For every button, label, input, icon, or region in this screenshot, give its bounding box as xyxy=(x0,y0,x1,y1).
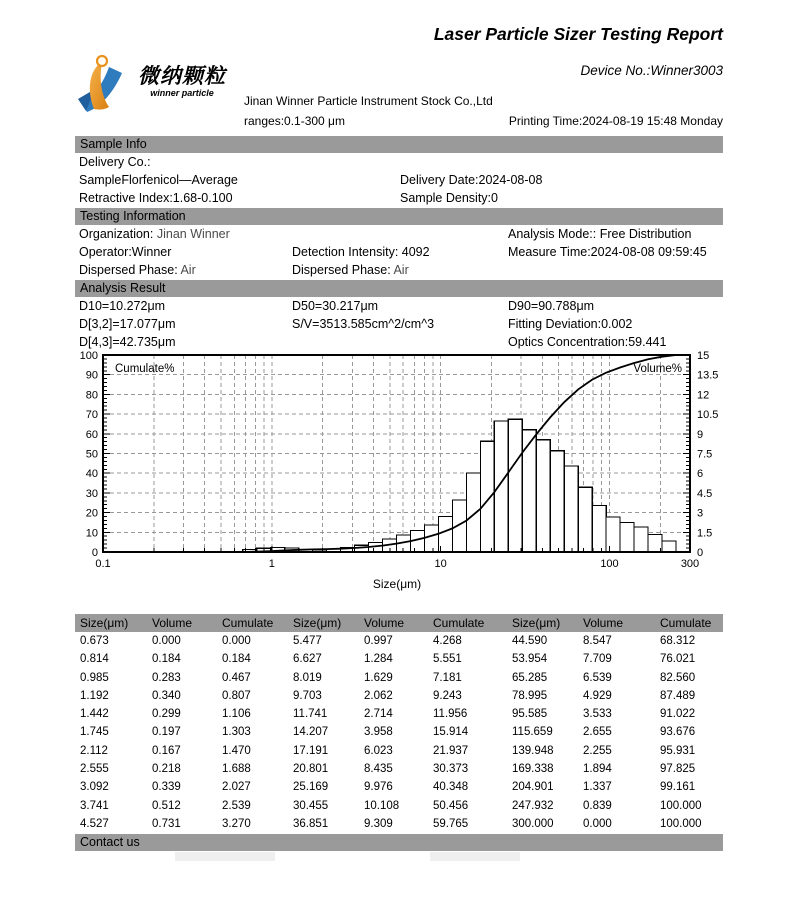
table-cell: 8.435 xyxy=(364,763,393,776)
table-cell: 1.688 xyxy=(222,763,251,776)
table-cell: 95.931 xyxy=(660,744,696,757)
table-cell: 1.284 xyxy=(364,653,393,666)
distribution-chart-svg xyxy=(75,346,723,604)
svg-text:12: 12 xyxy=(697,389,710,402)
company-name: Jinan Winner Particle Instrument Stock Co.,Ltd xyxy=(244,94,493,108)
sample-name: SampleFlorfenicol—Average xyxy=(79,173,238,187)
svg-text:4.5: 4.5 xyxy=(697,487,713,500)
table-cell: 99.161 xyxy=(660,781,696,794)
table-cell: 1.470 xyxy=(222,744,251,757)
organization-value: Jinan Winner xyxy=(156,227,230,241)
table-header-cell: Size(μm) xyxy=(80,616,129,630)
company-logo xyxy=(74,52,226,121)
retractive-index: Retractive Index:1.68-0.100 xyxy=(79,191,233,205)
table-cell: 1.106 xyxy=(222,708,251,721)
table-cell: 30.373 xyxy=(433,763,469,776)
faint-redaction xyxy=(175,852,275,861)
svg-text:15: 15 xyxy=(697,350,710,362)
table-cell: 20.801 xyxy=(293,763,329,776)
table-cell: 25.169 xyxy=(293,781,329,794)
optics-concentration: Optics Concentration:59.441 xyxy=(508,335,667,349)
svg-text:10: 10 xyxy=(85,527,98,540)
table-header-cell: Size(μm) xyxy=(293,616,342,630)
table-cell: 4.268 xyxy=(433,635,462,647)
svg-text:Cumulate%: Cumulate% xyxy=(115,363,175,375)
table-cell: 4.929 xyxy=(583,689,612,702)
table-cell: 0.000 xyxy=(583,817,612,830)
table-cell: 1.337 xyxy=(583,781,612,794)
table-cell: 9.976 xyxy=(364,781,393,794)
svg-text:80: 80 xyxy=(85,389,98,402)
table-header-cell: Size(μm) xyxy=(512,616,561,630)
table-cell: 8.019 xyxy=(293,671,322,684)
table-cell: 30.455 xyxy=(293,799,329,812)
svg-text:20: 20 xyxy=(85,507,98,520)
table-cell: 0.167 xyxy=(152,744,181,757)
table-cell: 139.948 xyxy=(512,744,554,757)
table-cell: 2.112 xyxy=(80,744,108,757)
table-cell: 17.191 xyxy=(293,744,329,757)
table-cell: 65.285 xyxy=(512,671,548,684)
svg-text:90: 90 xyxy=(85,369,98,382)
table-cell: 3.092 xyxy=(80,781,109,794)
section-contact-us: Contact us xyxy=(75,834,723,851)
table-cell: 2.027 xyxy=(222,781,251,794)
table-cell: 3.741 xyxy=(80,799,109,812)
svg-text:Size(μm): Size(μm) xyxy=(372,577,422,591)
table-cell: 11.956 xyxy=(433,708,468,721)
svg-text:0.1: 0.1 xyxy=(95,558,111,570)
table-row xyxy=(75,760,723,778)
svg-text:0: 0 xyxy=(91,547,98,559)
table-cell: 0.197 xyxy=(152,726,181,739)
sv-value: S/V=3513.585cm^2/cm^3 xyxy=(292,317,435,331)
dispersed-phase-2 xyxy=(292,263,409,277)
d10-value: D10=10.272μm xyxy=(79,299,166,313)
measure-range: ranges:0.1-300 μm xyxy=(244,114,345,128)
table-cell: 169.338 xyxy=(512,763,554,776)
svg-text:3: 3 xyxy=(697,507,704,520)
table-cell: 9.703 xyxy=(293,689,322,702)
table-cell: 11.741 xyxy=(293,708,328,721)
table-cell: 59.765 xyxy=(433,817,469,830)
table-cell: 2.555 xyxy=(80,763,109,776)
device-number: Device No.:Winner3003 xyxy=(580,63,723,78)
svg-text:100: 100 xyxy=(600,558,619,570)
table-cell: 6.539 xyxy=(583,671,612,684)
table-row xyxy=(75,723,723,741)
table-cell: 82.560 xyxy=(660,671,696,684)
d50-value: D50=30.217μm xyxy=(292,299,379,313)
table-cell: 21.937 xyxy=(433,744,469,757)
d32-value: D[3,2]=17.077μm xyxy=(79,317,176,331)
table-cell: 1.442 xyxy=(80,708,109,721)
table-cell: 4.527 xyxy=(80,817,109,830)
d90-value: D90=90.788μm xyxy=(508,299,595,313)
svg-text:50: 50 xyxy=(85,448,98,461)
section-analysis-result: Analysis Result xyxy=(75,280,723,297)
svg-text:100: 100 xyxy=(79,350,98,362)
delivery-date: Delivery Date:2024-08-08 xyxy=(400,173,543,187)
table-cell: 100.000 xyxy=(660,799,702,812)
svg-text:10.5: 10.5 xyxy=(697,409,719,422)
table-row xyxy=(75,632,723,650)
printing-time: Printing Time:2024-08-19 15:48 Monday xyxy=(508,114,723,128)
svg-text:60: 60 xyxy=(85,428,98,441)
table-cell: 2.539 xyxy=(222,799,251,812)
table-header-cell: Volume xyxy=(364,616,405,630)
table-cell: 68.312 xyxy=(660,635,696,647)
delivery-co: Delivery Co.: xyxy=(79,155,151,169)
organization-label: Organization: xyxy=(79,227,154,241)
section-sample-info: Sample Info xyxy=(75,136,723,153)
svg-text:9: 9 xyxy=(697,428,704,441)
table-cell: 0.673 xyxy=(80,635,109,647)
distribution-table xyxy=(75,632,723,833)
table-row xyxy=(75,669,723,687)
table-cell: 2.255 xyxy=(583,744,612,757)
table-header xyxy=(75,614,723,632)
table-cell: 40.348 xyxy=(433,781,469,794)
logo-text xyxy=(138,66,226,98)
table-cell: 3.958 xyxy=(364,726,393,739)
table-header-cell: Volume xyxy=(583,616,624,630)
svg-text:7.5: 7.5 xyxy=(697,448,713,461)
svg-text:Volume%: Volume% xyxy=(633,363,682,375)
table-cell: 0.839 xyxy=(583,799,612,812)
table-cell: 14.207 xyxy=(293,726,329,739)
table-cell: 9.309 xyxy=(364,817,393,830)
table-cell: 53.954 xyxy=(512,653,548,666)
table-cell: 9.243 xyxy=(433,689,462,702)
table-cell: 5.477 xyxy=(293,635,322,647)
table-cell: 50.456 xyxy=(433,799,469,812)
table-row xyxy=(75,815,723,833)
table-cell: 0.814 xyxy=(80,653,109,666)
table-cell: 5.551 xyxy=(433,653,462,666)
table-cell: 91.022 xyxy=(660,708,696,721)
svg-text:0: 0 xyxy=(697,547,704,559)
table-cell: 2.714 xyxy=(364,708,393,721)
table-cell: 0.339 xyxy=(152,781,181,794)
table-cell: 76.021 xyxy=(660,653,696,666)
table-cell: 0.512 xyxy=(152,799,181,812)
table-cell: 1.745 xyxy=(80,726,109,739)
table-cell: 0.340 xyxy=(152,689,181,702)
svg-text:300: 300 xyxy=(680,558,700,570)
logo-chinese-name: 微纳颗粒 xyxy=(138,65,226,88)
table-cell: 0.997 xyxy=(364,635,393,647)
organization xyxy=(79,227,230,241)
svg-text:10: 10 xyxy=(434,558,447,570)
table-cell: 0.807 xyxy=(222,689,251,702)
table-cell: 204.901 xyxy=(512,781,554,794)
table-cell: 93.676 xyxy=(660,726,696,739)
table-cell: 3.533 xyxy=(583,708,612,721)
distribution-chart xyxy=(75,346,723,606)
table-cell: 95.585 xyxy=(512,708,548,721)
table-row xyxy=(75,778,723,796)
svg-text:13.5: 13.5 xyxy=(697,369,719,382)
table-cell: 2.655 xyxy=(583,726,612,739)
table-cell: 8.547 xyxy=(583,635,612,647)
fitting-deviation: Fitting Deviation:0.002 xyxy=(508,317,633,331)
table-cell: 7.181 xyxy=(433,671,462,684)
table-row xyxy=(75,797,723,815)
table-row xyxy=(75,742,723,760)
table-header-cell: Volume xyxy=(152,616,193,630)
table-cell: 0.283 xyxy=(152,671,181,684)
table-cell: 0.467 xyxy=(222,671,251,684)
detection-intensity: Detection Intensity: 4092 xyxy=(292,245,430,259)
table-cell: 44.590 xyxy=(512,635,548,647)
table-cell: 87.489 xyxy=(660,689,696,702)
table-cell: 0.299 xyxy=(152,708,181,721)
table-cell: 0.000 xyxy=(152,635,181,647)
analysis-mode: Analysis Mode:: Free Distribution xyxy=(508,227,692,241)
table-cell: 0.731 xyxy=(152,817,181,830)
measure-time: Measure Time:2024-08-08 09:59:45 xyxy=(508,245,707,259)
dispersed-phase-1-label: Dispersed Phase: xyxy=(79,263,178,277)
table-cell: 1.303 xyxy=(222,726,251,739)
table-cell: 115.659 xyxy=(512,726,553,739)
table-cell: 0.000 xyxy=(222,635,251,647)
table-row xyxy=(75,705,723,723)
table-cell: 1.629 xyxy=(364,671,393,684)
table-cell: 0.218 xyxy=(152,763,181,776)
table-cell: 15.914 xyxy=(433,726,469,739)
dispersed-phase-2-label: Dispersed Phase: xyxy=(292,263,391,277)
table-cell: 2.062 xyxy=(364,689,393,702)
d43-value: D[4,3]=42.735μm xyxy=(79,335,176,349)
table-row xyxy=(75,650,723,668)
table-cell: 0.184 xyxy=(152,653,181,666)
operator: Operator:Winner xyxy=(79,245,172,259)
svg-text:6: 6 xyxy=(697,468,704,481)
table-cell: 6.023 xyxy=(364,744,393,757)
logo-english-name: winner particle xyxy=(150,88,214,98)
faint-redaction xyxy=(430,852,520,861)
table-header-cell: Cumulate xyxy=(660,616,712,630)
table-row xyxy=(75,687,723,705)
table-cell: 1.192 xyxy=(80,689,109,702)
table-cell: 0.184 xyxy=(222,653,251,666)
section-testing-information: Testing Information xyxy=(75,208,723,225)
svg-text:30: 30 xyxy=(85,487,98,500)
winner-logo-icon xyxy=(74,52,134,121)
table-header-cell: Cumulate xyxy=(433,616,485,630)
table-header-cell: Cumulate xyxy=(222,616,274,630)
table-cell: 0.985 xyxy=(80,671,109,684)
svg-text:1: 1 xyxy=(268,558,275,570)
table-cell: 300.000 xyxy=(512,817,554,830)
table-cell: 36.851 xyxy=(293,817,329,830)
svg-text:70: 70 xyxy=(85,409,98,422)
svg-text:1.5: 1.5 xyxy=(697,527,713,540)
table-cell: 100.000 xyxy=(660,817,702,830)
dispersed-phase-1 xyxy=(79,263,196,277)
table-cell: 6.627 xyxy=(293,653,322,666)
table-cell: 247.932 xyxy=(512,799,554,812)
table-cell: 7.709 xyxy=(583,653,612,666)
sample-density: Sample Density:0 xyxy=(400,191,498,205)
report-title: Laser Particle Sizer Testing Report xyxy=(433,24,723,44)
table-cell: 1.894 xyxy=(583,763,612,776)
dispersed-phase-1-value: Air xyxy=(180,263,196,277)
table-cell: 3.270 xyxy=(222,817,251,830)
svg-text:40: 40 xyxy=(85,468,98,481)
table-cell: 10.108 xyxy=(364,799,400,812)
table-cell: 97.825 xyxy=(660,763,696,776)
dispersed-phase-2-value: Air xyxy=(393,263,409,277)
table-cell: 78.995 xyxy=(512,689,548,702)
